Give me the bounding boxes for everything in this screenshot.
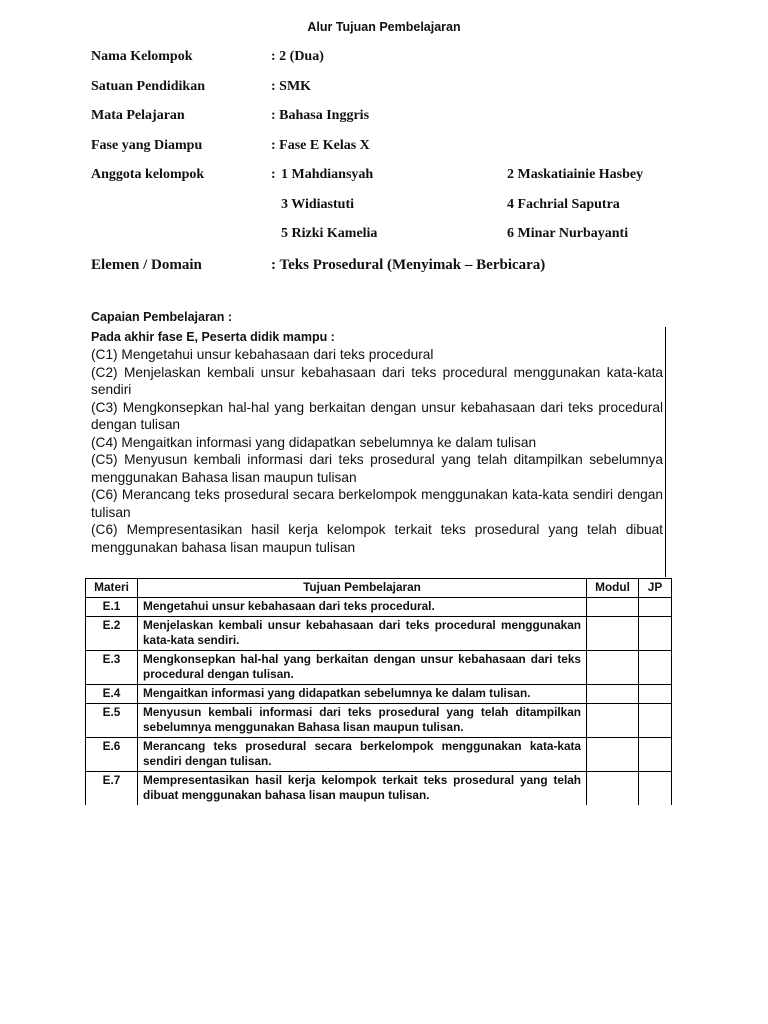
capaian-code: (C1) (91, 347, 118, 362)
tujuan-text: Menyusun kembali informasi dari teks prosedural yang telah ditampilkan sebelumnya menggunakan Bahasa lisan maupun tulisan. (138, 704, 587, 738)
nama-kelompok-label: Nama Kelompok (91, 49, 193, 64)
table-row (86, 704, 672, 738)
capaian-code: (C3) (91, 399, 118, 415)
member-6: 6 Minar Nurbayanti (507, 226, 629, 241)
table-header-row (86, 579, 672, 598)
elemen-domain-label: Elemen / Domain (91, 257, 202, 273)
nama-kelompok-value: : 2 (Dua) (271, 49, 324, 64)
materi-code: E.6 (86, 738, 138, 772)
anggota-kelompok-colon: : (271, 167, 276, 182)
capaian-code: (C6) (91, 522, 118, 537)
tujuan-text: Merancang teks prosedural secara berkelompok menggunakan kata-kata sendiri dengan tulisan. (138, 738, 587, 772)
member-5: 5 Rizki Kamelia (281, 226, 378, 241)
header-modul: Modul (587, 579, 639, 598)
materi-code: E.3 (86, 651, 138, 685)
tujuan-text: Mengaitkan informasi yang didapatkan sebelumnya ke dalam tulisan. (138, 685, 587, 704)
capaian-text: Mengetahui unsur kebahasaan dari teks procedural (117, 347, 434, 362)
capaian-code: (C4) (91, 434, 118, 450)
capaian-item (91, 364, 663, 399)
satuan-pendidikan-label: Satuan Pendidikan (91, 79, 205, 94)
table-row (86, 685, 672, 704)
capaian-text: Merancang teks prosedural secara berkelompok menggunakan kata-kata sendiri dengan tulisan (91, 487, 663, 520)
materi-code: E.7 (86, 772, 138, 806)
materi-code: E.4 (86, 685, 138, 704)
satuan-pendidikan-value: : SMK (271, 79, 312, 94)
mata-pelajaran-label: Mata Pelajaran (91, 108, 185, 123)
capaian-item (91, 346, 663, 364)
tujuan-pembelajaran-table (85, 578, 672, 805)
fase-value: : Fase E Kelas X (271, 138, 370, 153)
tujuan-text: Mengkonsepkan hal-hal yang berkaitan dengan unsur kebahasaan dari teks procedural dengan tulisan. (138, 651, 587, 685)
jp-cell (639, 704, 672, 738)
capaian-text: Menjelaskan kembali unsur kebahasaan dari teks procedural menggunakan kata-kata sendiri (91, 364, 663, 397)
jp-cell (639, 772, 672, 806)
member-3: 3 Widiastuti (281, 197, 355, 212)
anggota-kelompok-label: Anggota kelompok (91, 167, 205, 182)
member-2: 2 Maskatiainie Hasbey (507, 167, 644, 182)
modul-cell (587, 598, 639, 617)
document-title: Alur Tujuan Pembelajaran (307, 20, 461, 34)
modul-cell (587, 651, 639, 685)
mata-pelajaran-value: : Bahasa Inggris (271, 108, 370, 123)
materi-code: E.1 (86, 598, 138, 617)
jp-cell (639, 651, 672, 685)
capaian-item (91, 521, 663, 556)
materi-code: E.5 (86, 704, 138, 738)
elemen-domain-value: : Teks Prosedural (Menyimak – Berbicara) (271, 257, 546, 273)
jp-cell (639, 617, 672, 651)
jp-cell (639, 598, 672, 617)
capaian-text: Mengkonsepkan hal-hal yang berkaitan dengan unsur kebahasaan dari teks procedural dengan tulisan (91, 399, 663, 432)
modul-cell (587, 772, 639, 806)
modul-cell (587, 617, 639, 651)
capaian-item (91, 486, 663, 521)
capaian-list (91, 346, 663, 556)
member-1: 1 Mahdiansyah (281, 167, 374, 182)
capaian-box (85, 327, 666, 577)
tujuan-text: Mempresentasikan hasil kerja kelompok terkait teks prosedural yang telah dibuat menggunakan bahasa lisan maupun tulisan. (138, 772, 587, 806)
table-row (86, 738, 672, 772)
capaian-code: (C6) (91, 487, 118, 502)
table-row (86, 651, 672, 685)
header-tujuan: Tujuan Pembelajaran (138, 579, 587, 598)
header-materi: Materi (86, 579, 138, 598)
capaian-text: Menyusun kembali informasi dari teks prosedural yang telah ditampilkan sebelumnya menggunakan Bahasa lisan maupun tulisan (91, 452, 663, 485)
tujuan-text: Mengetahui unsur kebahasaan dari teks procedural. (138, 598, 587, 617)
capaian-code: (C5) (91, 452, 118, 467)
capaian-text: Mengaitkan informasi yang didapatkan sebelumnya ke dalam tulisan (117, 434, 537, 450)
table-row (86, 598, 672, 617)
capaian-heading: Capaian Pembelajaran : (91, 310, 233, 324)
member-4: 4 Fachrial Saputra (507, 197, 620, 212)
modul-cell (587, 704, 639, 738)
capaian-text: Mempresentasikan hasil kerja kelompok terkait teks prosedural yang telah dibuat menggunakan bahasa lisan maupun tulisan (91, 522, 663, 555)
capaian-item (91, 399, 663, 434)
materi-code: E.2 (86, 617, 138, 651)
capaian-intro: Pada akhir fase E, Peserta didik mampu : (91, 330, 335, 344)
table-row (86, 772, 672, 806)
header-jp: JP (639, 579, 672, 598)
jp-cell (639, 685, 672, 704)
jp-cell (639, 738, 672, 772)
fase-label: Fase yang Diampu (91, 138, 203, 153)
table-row (86, 617, 672, 651)
tujuan-text: Menjelaskan kembali unsur kebahasaan dari teks procedural menggunakan kata-kata sendiri. (138, 617, 587, 651)
modul-cell (587, 685, 639, 704)
capaian-item (91, 434, 663, 452)
capaian-item (91, 451, 663, 486)
capaian-code: (C2) (91, 364, 118, 380)
modul-cell (587, 738, 639, 772)
